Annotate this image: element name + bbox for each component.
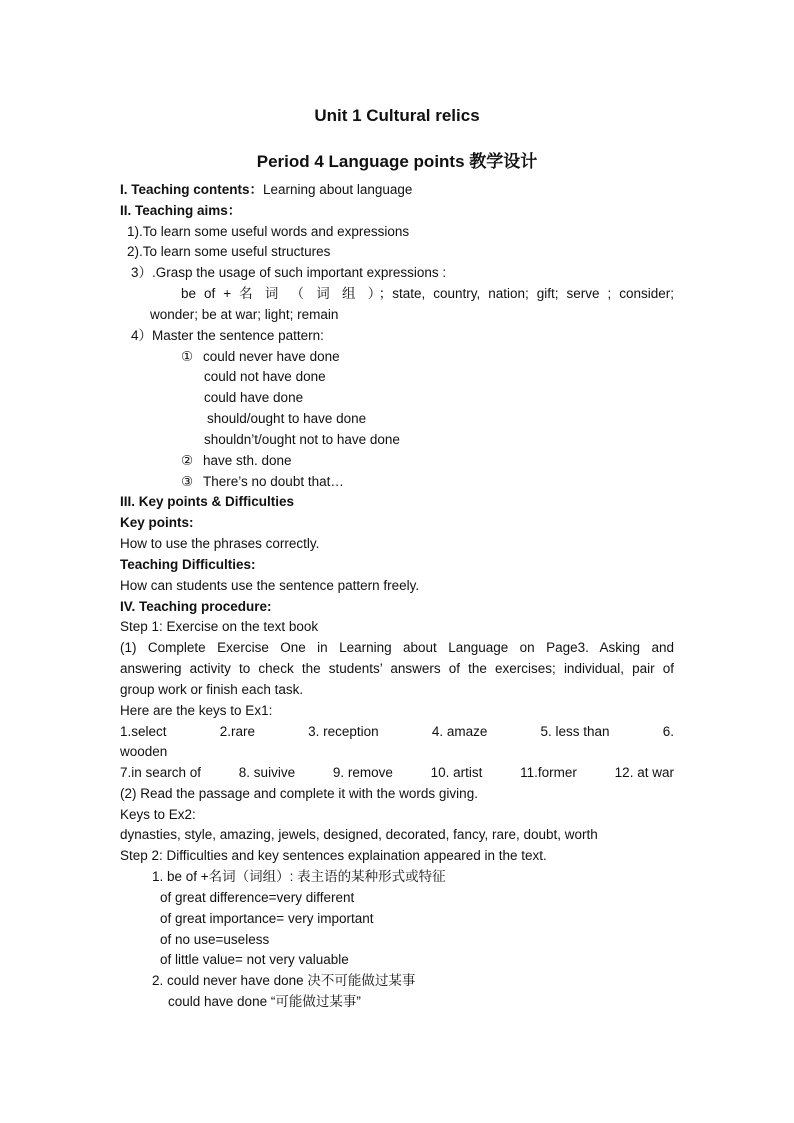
teaching-contents-line [120,181,412,199]
step-1: Step 1: Exercise on the text book [120,619,319,634]
teaching-contents-text: Learning about language [263,182,413,197]
point-1-example-3: of no use=useless [160,932,270,947]
keys-row-1 [120,723,674,741]
pattern-text: could never have done [203,349,340,364]
key-item-wooden: wooden [120,744,168,759]
point-2-example: could have done “可能做过某事” [168,994,361,1009]
key-item: 10. artist [430,765,483,780]
key-points-text: How to use the phrases correctly. [120,536,320,551]
pattern-text: have sth. done [203,453,292,468]
circled-number: ② [181,453,194,468]
key-item: 2.rare [219,724,255,739]
expressions-line: be of + 名 词 （ 词 组 ）；state, country, nation; gift; serve ; consider; [181,286,674,301]
circled-number: ① [181,349,194,364]
pattern-1c: could have done [204,390,304,405]
pattern-text: There’s no doubt that… [203,474,344,489]
keys-row-2 [120,764,674,782]
point-1: 1. be of +名词（词组）: 表主语的某种形式或特征 [152,869,446,884]
teaching-aims-heading: II. Teaching aims： [120,203,242,218]
keys-ex2-label: Keys to Ex2: [120,807,196,822]
aim-4: 4）Master the sentence pattern: [131,328,324,343]
key-item: 1.select [120,724,167,739]
expressions-line-2: wonder; be at war; light; remain [150,307,339,322]
pattern-1d: should/ought to have done [207,411,367,426]
difficulties-text: How can students use the sentence pattern freely. [120,578,420,593]
keys-ex2-text: dynasties, style, amazing, jewels, designed, decorated, fancy, rare, doubt, worth [120,827,598,842]
point-1-example-1: of great difference=very different [160,890,355,905]
key-item: 4. amaze [431,724,488,739]
point-1-example-4: of little value= not very valuable [160,952,349,967]
exercise-1-line-3: group work or finish each task. [120,682,304,697]
key-item: 7.in search of [120,765,202,780]
pattern-2 [181,452,292,470]
key-points-heading: III. Key points & Difficulties [120,494,295,509]
key-item: 11.former [520,765,577,780]
keys-ex1-label: Here are the keys to Ex1: [120,703,273,718]
difficulties-label: Teaching Difficulties: [120,557,256,572]
key-item: 9. remove [332,765,393,780]
point-2: 2. could never have done 决不可能做过某事 [152,973,416,988]
page-subtitle: Period 4 Language points 教学设计 [256,152,538,171]
pattern-1b: could not have done [204,369,326,384]
aim-3: 3）.Grasp the usage of such important expressions : [131,265,447,280]
aim-1: 1).To learn some useful words and expressions [127,224,410,239]
key-item: 6. [662,724,674,739]
pattern-3 [181,473,344,491]
exercise-1-line-2: answering activity to check the students’ answers of the exercises; individual, pair of [120,661,674,676]
procedure-heading: IV. Teaching procedure: [120,599,272,614]
key-item: 5. less than [540,724,610,739]
circled-number: ③ [181,474,194,489]
teaching-contents-label: I. Teaching contents： [120,182,264,197]
point-1-example-2: of great importance= very important [160,911,374,926]
pattern-1 [181,348,340,366]
key-points-label: Key points: [120,515,194,530]
key-item: 12. at war [614,765,674,780]
key-item: 3. reception [308,724,379,739]
pattern-1e: shouldn’t/ought not to have done [204,432,400,447]
aim-2: 2).To learn some useful structures [127,244,331,259]
exercise-2-instruction: (2) Read the passage and complete it with the words giving. [120,786,478,801]
exercise-1-line-1: (1) Complete Exercise One in Learning about Language on Page3. Asking and [120,640,674,655]
key-item: 8. suivive [238,765,296,780]
page-title: Unit 1 Cultural relics [314,106,480,125]
step-2: Step 2: Difficulties and key sentences explaination appeared in the text. [120,848,547,863]
